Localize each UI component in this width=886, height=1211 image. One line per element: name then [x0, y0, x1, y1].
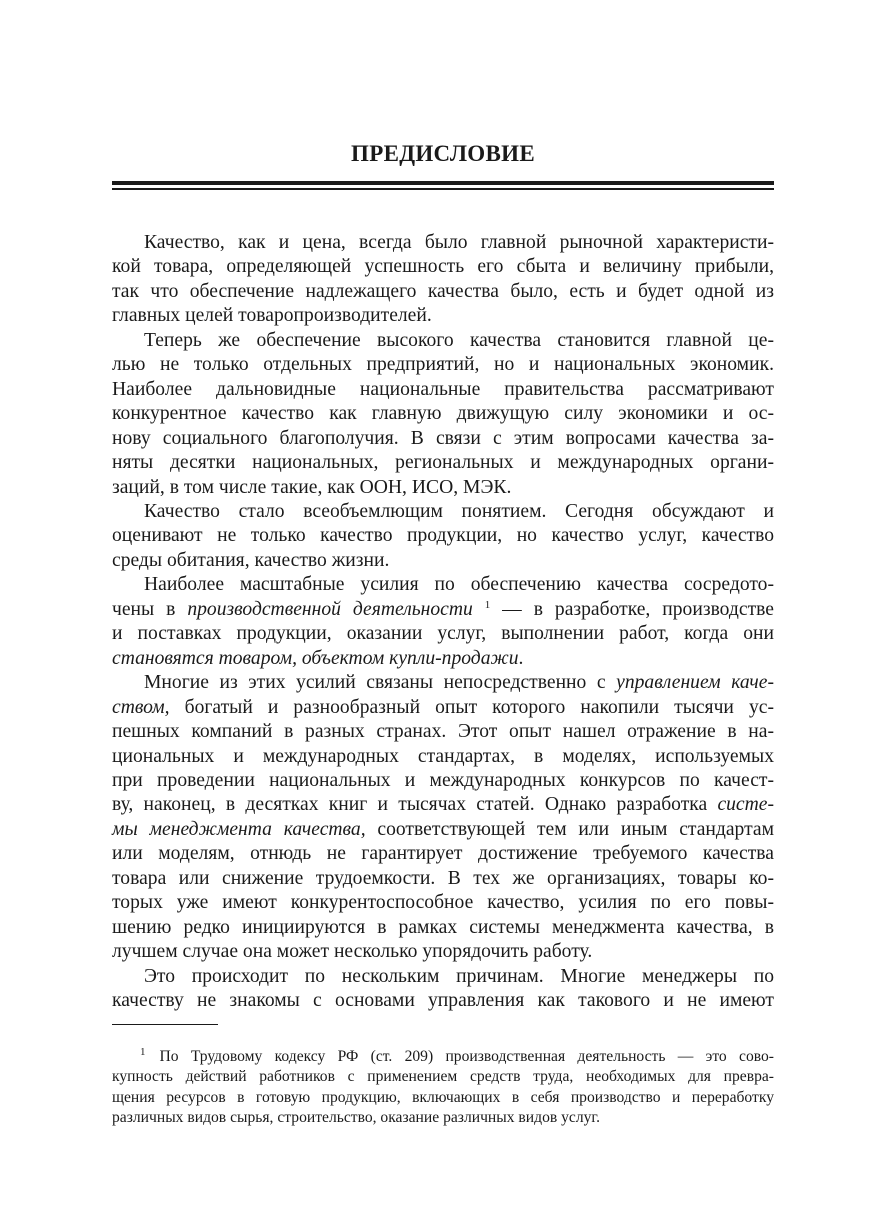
paragraph-5	[112, 671, 774, 964]
paragraph-3	[112, 500, 774, 573]
footnote-line: $^1$ По Трудовому кодексу РФ (ст. 209) производственная деятельность — это сово-	[140, 1046, 774, 1065]
title-rule-thin	[112, 188, 774, 190]
footnote	[112, 1047, 774, 1129]
italic-term: управлением каче-	[616, 672, 775, 694]
footnote-line: щения ресурсов в готовую продукцию, включающих в себя производство и переработку	[112, 1088, 774, 1106]
text-line: чены в производственной деятельности $^1$ — в разработке, производстве	[112, 598, 774, 620]
text-line: циональных и международных стандартах, в моделях, используемых	[112, 745, 774, 767]
italic-term: мы менеджмента качества,	[112, 818, 366, 840]
text-line: и поставках продукции, оказании услуг, выполнении работ, когда они	[112, 623, 774, 645]
text-line: главных целей товаропроизводителей.	[112, 305, 432, 327]
text-line: ву, наконец, в десятках книг и тысячах статей. Однако разработка систе-	[112, 794, 774, 816]
text-line: Наиболее масштабные усилия по обеспечению качества сосредото-	[144, 574, 774, 596]
text-line: оценивают не только качество продукции, но качество услуг, качество	[112, 525, 774, 547]
text-line: шению редко инициируются в рамках системы менеджмента качества, в	[112, 916, 774, 938]
footnote-line: различных видов сырья, строительство, оказание различных видов услуг.	[112, 1109, 600, 1127]
footnote-reference[interactable]: 1	[484, 598, 491, 611]
text-line: лью не только отдельных предприятий, но и национальных экономик.	[112, 354, 774, 376]
page-title: ПРЕДИСЛОВИЕ	[351, 141, 535, 166]
text-line: Наиболее дальновидные национальные правительства рассматривают	[112, 378, 774, 400]
text-line: становятся товаром, объектом купли-продажи.	[112, 647, 524, 669]
text-line: торых уже имеют конкурентоспособное качество, усилия по его повы-	[112, 892, 774, 914]
text-line: кой товара, определяющей успешность его сбыта и величину прибыли,	[112, 256, 774, 278]
title-rule-thick	[112, 181, 774, 185]
text-line: при проведении национальных и международных конкурсов по качест-	[112, 769, 774, 791]
footnote-mark: 1	[140, 1046, 146, 1058]
paragraph-4	[112, 573, 774, 671]
text-line: Качество, как и цена, всегда было главной рыночной характеристи-	[144, 232, 774, 253]
text-line: лучшем случае она может несколько упорядочить работу.	[112, 941, 593, 963]
text-line: нову социального благополучия. В связи с этим вопросами качества за-	[112, 427, 774, 449]
text-line: няты десятки национальных, региональных и международных органи-	[112, 452, 774, 474]
text-line: так что обеспечение надлежащего качества было, есть и будет одной из	[112, 280, 774, 302]
text-line: мы менеджмента качества, соответствующей тем или иным стандартам	[112, 818, 774, 840]
text-line: конкурентное качество как главную движущую силу экономики и ос-	[112, 403, 774, 425]
text-line: качеству не знакомы с основами управления как такового и не имеют	[112, 990, 774, 1012]
text-line: Многие из этих усилий связаны непосредственно с управлением каче-	[144, 672, 775, 694]
text-line: Теперь же обеспечение высокого качества становится главной це-	[144, 329, 774, 351]
text-line: Это происходит по нескольким причинам. Многие менеджеры по	[144, 965, 774, 987]
italic-term: систе-	[717, 794, 774, 816]
text-line: пешных компаний в разных странах. Этот опыт нашел отражение в на-	[112, 721, 774, 743]
text-line: товара или снижение трудоемкости. В тех же организациях, товары ко-	[112, 867, 774, 889]
footnote-line: купность действий работников с применением средств труда, необходимых для превра-	[112, 1068, 774, 1086]
italic-term: становятся товаром, объектом купли-продажи	[112, 647, 519, 669]
italic-term: производственной деятельности	[187, 598, 473, 620]
text-line: Качество стало всеобъемлющим понятием. Сегодня обсуждают и	[144, 500, 774, 522]
paragraph-6	[112, 965, 774, 1014]
paragraph-1	[112, 231, 774, 329]
italic-term: ством,	[112, 696, 170, 718]
text-line: среды обитания, качество жизни.	[112, 549, 390, 571]
text-line: или моделям, отнюдь не гарантирует достижение требуемого качества	[112, 843, 774, 865]
text-line: ством, богатый и разнообразный опыт которого накопили тысячи ус-	[112, 696, 774, 718]
body-text	[112, 231, 774, 1014]
text-line: заций, в том числе такие, как ООН, ИСО, МЭК.	[112, 476, 512, 498]
paragraph-2	[112, 329, 774, 500]
footnote-separator	[112, 1024, 218, 1025]
